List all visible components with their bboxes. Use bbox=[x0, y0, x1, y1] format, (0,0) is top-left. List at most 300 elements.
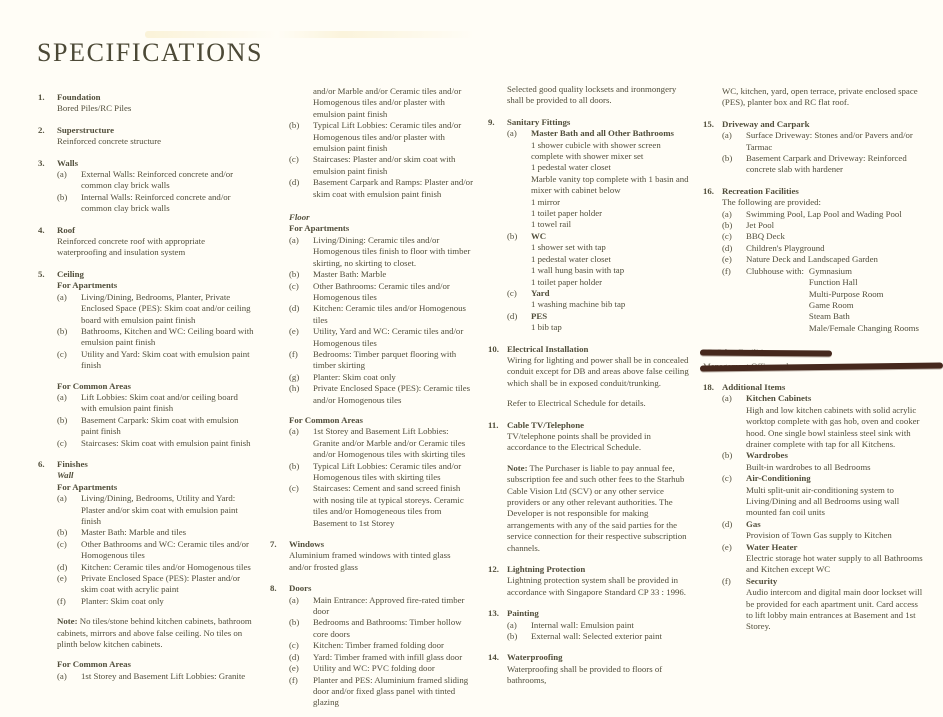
list-item-line: 1 wall hung basin with tap bbox=[531, 265, 625, 276]
list-item-text: Electric storage hot water supply to all Bathrooms and Kitchen except WC bbox=[746, 553, 923, 575]
list-item-label: (d) bbox=[722, 518, 733, 529]
clubhouse-list-item: Function Hall bbox=[808, 277, 858, 288]
list-item-text: Bathrooms, Kitchen and WC: Ceiling board with emulsion paint finish bbox=[81, 325, 254, 348]
list-item-text: Built-in wardrobes to all Bedrooms bbox=[746, 461, 871, 472]
list-item-label: (b) bbox=[289, 460, 300, 471]
section-line: Bored Piles/RC Piles bbox=[57, 103, 132, 114]
list-item bbox=[722, 243, 923, 254]
list-item-text: Audio intercom and digital main door lockset will be provided for each apartment unit. Card access to lift lobby main entrances at Basement and 1st Storey. bbox=[746, 587, 923, 632]
list-item-label: (b) bbox=[289, 269, 300, 280]
section-number: 10. bbox=[488, 343, 499, 354]
list-item-text: Typical Lift Lobbies: Ceramic tiles and/or Homogenous tiles with skirting tiles bbox=[313, 460, 462, 482]
list-item-label: (a) bbox=[507, 619, 517, 630]
section bbox=[270, 539, 474, 573]
list-item-label: (a) bbox=[507, 128, 517, 139]
list-item-text: Bedrooms: Timber parquet flooring with timber skirting bbox=[313, 348, 457, 371]
list-item-text: Other Bathrooms and WC: Ceramic tiles and/or Homogenous tiles bbox=[81, 538, 249, 561]
list-item bbox=[722, 519, 923, 542]
list-item bbox=[289, 235, 474, 269]
clubhouse-list-item: Multi-Purpose Room bbox=[808, 288, 884, 299]
list-item-line: 1 shower set with tap bbox=[531, 242, 606, 253]
list-item-text: Utility and Yard: Skim coat with emulsion paint finish bbox=[81, 348, 250, 371]
list-item bbox=[289, 383, 474, 406]
list-item-text: Living/Dining, Bedrooms, Utility and Yard: Plaster and/or skim coat with emulsion paint finish bbox=[81, 493, 238, 526]
list-item-label: (b) bbox=[57, 414, 68, 425]
list-item bbox=[507, 128, 690, 231]
list-item-text: Master Bath: Marble bbox=[313, 269, 387, 280]
list-item-body bbox=[531, 231, 690, 288]
list-item-text: Lift Lobbies: Skim coat and/or ceiling board with emulsion paint finish bbox=[81, 391, 238, 414]
section-number: 4. bbox=[38, 224, 45, 235]
list-item bbox=[57, 392, 254, 415]
list-item-text: High and low kitchen cabinets with solid acrylic worktop complete with gas hob, oven and cooker hood. One single bowl stainless steel sink with drainer complete with tap for all Kitchens. bbox=[746, 404, 920, 449]
struck-line bbox=[703, 347, 923, 358]
list-item bbox=[57, 527, 254, 538]
list-item-text: Multi split-unit air-conditioning system to Living/Dining and all Bedrooms using wall mounted fan coil units bbox=[746, 484, 900, 518]
section bbox=[38, 158, 254, 169]
list-item-text: Staircases: Cement and sand screed finish with nosing tile at typical storeys. Ceramic tiles and/or Homogeneous tiles from Basement to 1st Storey bbox=[313, 483, 464, 528]
list-item-title: Kitchen Cabinets bbox=[746, 393, 812, 404]
list-item bbox=[57, 438, 254, 449]
struck-line bbox=[703, 361, 923, 372]
list-item-line: 1 mirror bbox=[531, 196, 561, 207]
list-item bbox=[289, 120, 474, 154]
list-item-label: (b) bbox=[722, 450, 733, 461]
list-item bbox=[57, 539, 254, 562]
list-item-text: External wall: Selected exterior paint bbox=[531, 631, 662, 642]
note-paragraph: Note: The Purchaser is liable to pay annual fee, subscription fee and such other fees to the Starhub Cable Vision Ltd (SCV) or any other service providers or any other relevant authorities. The Developer is not responsible for making arrangements with any of the said parties for the service connection for their respective subscription channels. bbox=[507, 462, 687, 553]
list-item bbox=[57, 292, 254, 326]
list-item-text: Children's Playground bbox=[746, 242, 825, 253]
list-item-label: (d) bbox=[289, 177, 300, 188]
section-number: 9. bbox=[488, 116, 495, 127]
section-number: 7. bbox=[270, 539, 277, 550]
section-line: Lightning protection system shall be provided in accordance with Singapore Standard CP 33 : 1996. bbox=[507, 575, 686, 597]
list-item-text: Nature Deck and Landscaped Garden bbox=[746, 254, 878, 265]
list-item-label: (b) bbox=[289, 120, 300, 131]
list-item-body bbox=[746, 519, 923, 542]
list-item bbox=[507, 631, 690, 642]
list-item bbox=[289, 483, 474, 529]
list-item-label: (b) bbox=[57, 325, 68, 336]
section-body bbox=[57, 269, 254, 280]
list-item-line: 1 washing machine bib tap bbox=[531, 299, 626, 310]
note-label: Note: bbox=[57, 616, 78, 627]
list-item-text: Main Entrance: Approved fire-rated timber door bbox=[313, 594, 465, 617]
clubhouse-body bbox=[746, 266, 923, 334]
list-item bbox=[507, 311, 690, 334]
section-title: Superstructure bbox=[57, 124, 115, 135]
list-item-label: (c) bbox=[289, 483, 299, 494]
list-item-label: (d) bbox=[289, 651, 300, 662]
section bbox=[38, 125, 254, 148]
list-item-label: (f) bbox=[722, 265, 731, 276]
section-title: Finishes bbox=[57, 458, 88, 469]
list-item bbox=[289, 663, 474, 674]
list-item-text: Living/Dining, Bedrooms, Planter, Private Enclosed Space (PES): Skim coat and/or ceiling board with emulsion paint finish bbox=[81, 291, 251, 325]
list-item-text: Basement Carpark and Ramps: Plaster and/or skim coat with emulsion paint finish bbox=[313, 177, 474, 199]
section-number: 12. bbox=[488, 564, 499, 575]
list-item-label: (h) bbox=[289, 383, 300, 394]
list-item-text: Private Enclosed Space (PES): Plaster and/or skim coat with acrylic paint bbox=[81, 573, 241, 595]
list-item-text: Planter: Skim coat only bbox=[313, 371, 396, 382]
list-item-text: Jet Pool bbox=[746, 220, 775, 231]
list-item bbox=[722, 153, 923, 176]
paragraph: Refer to Electrical Schedule for details. bbox=[507, 398, 646, 409]
section-body bbox=[722, 186, 923, 209]
list-item bbox=[289, 461, 474, 484]
continuation-paragraph: WC, kitchen, yard, open terrace, private enclosed space (PES), planter box and RC flat roof. bbox=[722, 86, 918, 108]
list-item bbox=[57, 192, 254, 215]
list-item bbox=[722, 450, 923, 473]
list-item-text: Utility, Yard and WC: Ceramic tiles and/or Homogenous tiles bbox=[313, 326, 464, 348]
section bbox=[703, 119, 923, 130]
clubhouse-list-item: Steam Bath bbox=[808, 311, 850, 322]
section-number: 6. bbox=[38, 458, 45, 469]
section-body bbox=[507, 344, 690, 390]
note-label: Note: bbox=[507, 462, 528, 473]
list-item-title: Water Heater bbox=[746, 541, 798, 552]
list-item-label: (a) bbox=[57, 169, 67, 180]
list-item-text: External Walls: Reinforced concrete and/or common clay brick walls bbox=[81, 169, 234, 191]
list-item-label: (b) bbox=[507, 230, 518, 241]
list-item-text: Kitchen: Ceramic tiles and/or Homogenous tiles bbox=[313, 303, 466, 325]
clubhouse-list-item: Game Room bbox=[808, 299, 854, 310]
list-item-label: (a) bbox=[57, 670, 67, 681]
list-item-text: Provision of Town Gas supply to Kitchen bbox=[746, 530, 892, 541]
list-item-text: Internal wall: Emulsion paint bbox=[531, 619, 634, 630]
list-item-label: (f) bbox=[289, 674, 298, 685]
section bbox=[488, 608, 690, 619]
note-paragraph: Note: No tiles/stone behind kitchen cabinets, bathroom cabinets, mirrors and above false ceiling. No tiles on plinth below kitchen cabinets. bbox=[57, 616, 252, 650]
clubhouse-prefix: Clubhouse with: bbox=[746, 265, 804, 276]
list-item-label: (d) bbox=[507, 310, 518, 321]
list-item-line: 1 toilet paper holder bbox=[531, 208, 603, 219]
list-item bbox=[289, 326, 474, 349]
section bbox=[703, 382, 923, 393]
list-item-text: Other Bathrooms: Ceramic tiles and/or Homogenous tiles bbox=[313, 280, 450, 302]
section-title: Recreation Facilities bbox=[722, 185, 799, 196]
list-item-title: Gas bbox=[746, 518, 761, 529]
list-item-line: 1 towel rail bbox=[531, 219, 572, 230]
list-item-text: Yard: Timber framed with infill glass door bbox=[313, 651, 463, 662]
list-item bbox=[57, 169, 254, 192]
list-item bbox=[722, 130, 923, 153]
list-item-text: Staircases: Plaster and/or skim coat with emulsion paint finish bbox=[313, 154, 456, 176]
list-item bbox=[57, 493, 254, 527]
section-title: Waterproofing bbox=[507, 652, 563, 663]
list-item-label: (b) bbox=[57, 527, 68, 538]
list-item bbox=[57, 326, 254, 349]
list-item-body bbox=[531, 128, 690, 231]
list-item bbox=[507, 231, 690, 288]
list-item-text: Kitchen: Timber framed folding door bbox=[313, 640, 444, 651]
continuation-paragraph: and/or Marble and/or Ceramic tiles and/or Homogenous tiles and/or plaster with emulsion paint finish bbox=[313, 86, 462, 119]
list-item-label: (d) bbox=[57, 561, 68, 572]
list-item-label: (a) bbox=[57, 493, 67, 504]
list-item-text: Private Enclosed Space (PES): Ceramic tiles and/or Homogenous tiles bbox=[313, 383, 471, 405]
section-title: Sanitary Fittings bbox=[507, 116, 571, 127]
list-item-text: 1st Storey and Basement Lift Lobbies: Granite and/or Marble and/or Ceramic tiles and/or Homogenous tiles with skirting tiles bbox=[313, 426, 466, 460]
list-item-line: 1 pedestal water closet bbox=[531, 253, 611, 264]
list-item-label: (a) bbox=[722, 393, 732, 404]
list-item bbox=[289, 372, 474, 383]
list-item-text: Bedrooms and Bathrooms: Timber hollow core doors bbox=[313, 617, 462, 639]
section-body bbox=[507, 608, 690, 619]
list-item-label: (d) bbox=[722, 242, 733, 253]
clubhouse-list bbox=[809, 266, 923, 334]
list-item-title: Yard bbox=[531, 287, 550, 298]
section-body bbox=[722, 382, 923, 393]
list-item-body bbox=[746, 576, 923, 633]
list-item-label: (b) bbox=[722, 153, 733, 164]
section-number: 15. bbox=[703, 118, 714, 129]
section bbox=[488, 652, 690, 686]
list-item-label: (c) bbox=[289, 154, 299, 165]
list-item-title: Security bbox=[746, 575, 778, 586]
list-item-line: 1 pedestal water closet bbox=[531, 162, 611, 173]
subheading: For Apartments bbox=[57, 280, 118, 291]
section-title: Ceiling bbox=[57, 268, 84, 279]
list-item-title: Air-Conditioning bbox=[746, 473, 811, 484]
list-item-title: PES bbox=[531, 310, 548, 321]
list-item-label: (b) bbox=[289, 617, 300, 628]
list-item-label: (a) bbox=[289, 234, 299, 245]
list-item-label: (a) bbox=[289, 594, 299, 605]
continuation-paragraph: Selected good quality locksets and ironmongery shall be provided to all doors. bbox=[507, 84, 677, 106]
list-item-label: (b) bbox=[57, 191, 68, 202]
list-item-label: (c) bbox=[289, 640, 299, 651]
section-body bbox=[507, 652, 690, 686]
list-item-label: (c) bbox=[722, 473, 732, 484]
list-item-line: 1 bib tap bbox=[531, 322, 562, 333]
section-title: Walls bbox=[57, 157, 79, 168]
subheading: For Common Areas bbox=[57, 659, 131, 670]
list-item-body bbox=[531, 311, 690, 334]
list-item bbox=[289, 640, 474, 651]
list-item bbox=[722, 542, 923, 576]
list-item-text: Planter: Skim coat only bbox=[81, 595, 164, 606]
section-body bbox=[507, 564, 690, 598]
list-item bbox=[722, 473, 923, 519]
subheading-italic: Wall bbox=[57, 470, 74, 481]
section bbox=[38, 459, 254, 470]
section-title: Cable TV/Telephone bbox=[507, 419, 584, 430]
section-title: Roof bbox=[57, 224, 76, 235]
scan-smudge bbox=[145, 31, 475, 38]
section bbox=[488, 420, 690, 454]
list-item-label: (e) bbox=[57, 573, 67, 584]
list-item-text: Kitchen: Ceramic tiles and/or Homogenous tiles bbox=[81, 561, 251, 572]
list-item-label: (e) bbox=[289, 326, 299, 337]
section-title: Driveway and Carpark bbox=[722, 118, 810, 129]
section-number: 3. bbox=[38, 157, 45, 168]
section-line: The following are provided: bbox=[722, 197, 821, 208]
list-item-label: (e) bbox=[289, 663, 299, 674]
list-item-title: Master Bath and all Other Bathrooms bbox=[531, 128, 674, 139]
list-item bbox=[289, 595, 474, 618]
list-item bbox=[722, 209, 923, 220]
list-item-text: 1st Storey and Basement Lift Lobbies: Granite bbox=[81, 670, 246, 681]
section-title: Doors bbox=[289, 583, 312, 594]
section-body bbox=[57, 225, 254, 259]
section-number: 13. bbox=[488, 608, 499, 619]
strikethrough-bar bbox=[700, 350, 832, 357]
list-item-text: Typical Lift Lobbies: Ceramic tiles and/or Homogenous tiles and/or plaster with emulsion paint finish bbox=[313, 120, 462, 154]
section-body bbox=[289, 583, 474, 594]
section-body bbox=[57, 158, 254, 169]
section-line: Reinforced concrete structure bbox=[57, 136, 162, 147]
list-item-label: (b) bbox=[722, 220, 733, 231]
list-item-body bbox=[746, 393, 923, 450]
list-item-text: Utility and WC: PVC folding door bbox=[313, 663, 435, 674]
section bbox=[38, 225, 254, 259]
list-item-text: Planter and PES: Aluminium framed sliding door and/or fixed glass panel with tinted glazing bbox=[313, 674, 469, 708]
list-item-text: Master Bath: Marble and tiles bbox=[81, 527, 187, 538]
list-item-label: (d) bbox=[289, 303, 300, 314]
list-item bbox=[289, 349, 474, 372]
section-title: Additional Items bbox=[722, 381, 786, 392]
section-number: 14. bbox=[488, 652, 499, 663]
list-item-line: 1 toilet paper holder bbox=[531, 276, 603, 287]
list-item bbox=[289, 303, 474, 326]
subheading-italic: Floor bbox=[289, 212, 310, 223]
list-item bbox=[289, 675, 474, 709]
list-item-label: (c) bbox=[722, 231, 732, 242]
list-item-body bbox=[746, 473, 923, 519]
list-item-label: (a) bbox=[289, 426, 299, 437]
subheading: For Common Areas bbox=[289, 414, 363, 425]
subheading: For Common Areas bbox=[57, 380, 131, 391]
list-item-label: (a) bbox=[57, 291, 67, 302]
list-item-line: 1 shower cubicle with shower screen complete with shower mixer set bbox=[531, 139, 661, 162]
list-item bbox=[722, 254, 923, 265]
list-item-label: (a) bbox=[722, 130, 732, 141]
section-body bbox=[507, 117, 690, 128]
list-item bbox=[289, 652, 474, 663]
section-body bbox=[722, 119, 923, 130]
list-item-label: (c) bbox=[289, 280, 299, 291]
section bbox=[38, 92, 254, 115]
section-line: Aluminium framed windows with tinted glass and/or frosted glass bbox=[289, 550, 451, 572]
list-item bbox=[722, 393, 923, 450]
list-item-text: BBQ Deck bbox=[746, 231, 785, 242]
list-item-title: WC bbox=[531, 230, 547, 241]
section-number: 2. bbox=[38, 124, 45, 135]
list-item-label: (e) bbox=[722, 254, 732, 265]
section-number: 8. bbox=[270, 583, 277, 594]
section bbox=[488, 344, 690, 390]
list-item bbox=[57, 573, 254, 596]
section-line: Wiring for lighting and power shall be in concealed conduit except for DB and areas above false ceiling which shall be in exposed conduit/trunking. bbox=[507, 354, 689, 388]
list-item bbox=[289, 281, 474, 304]
column-4 bbox=[703, 86, 923, 633]
list-item-label: (b) bbox=[507, 631, 518, 642]
list-item bbox=[722, 231, 923, 242]
section-title: Foundation bbox=[57, 92, 101, 102]
clubhouse-item bbox=[722, 266, 923, 334]
list-item-text: Surface Driveway: Stones and/or Pavers and/or Tarmac bbox=[746, 130, 913, 152]
column-2 bbox=[270, 86, 474, 709]
list-item-label: (g) bbox=[289, 371, 300, 382]
list-item-label: (c) bbox=[57, 348, 67, 359]
section-body bbox=[57, 92, 254, 115]
list-item-body bbox=[746, 542, 923, 576]
list-item-body bbox=[531, 288, 690, 311]
list-item bbox=[507, 288, 690, 311]
column-3 bbox=[488, 84, 690, 687]
list-item bbox=[289, 154, 474, 177]
section bbox=[488, 564, 690, 598]
subheading: For Apartments bbox=[57, 481, 118, 492]
section-title: Lightning Protection bbox=[507, 564, 586, 575]
section-title: Electrical Installation bbox=[507, 343, 589, 354]
list-item-label: (a) bbox=[722, 208, 732, 219]
list-item-text: Staircases: Skim coat with emulsion paint finish bbox=[81, 437, 251, 448]
list-item-text: Basement Carpark and Driveway: Reinforced concrete slab with hardener bbox=[746, 153, 907, 175]
section-line: Reinforced concrete roof with appropriate waterproofing and insulation system bbox=[57, 236, 206, 258]
page-title: SPECIFICATIONS bbox=[37, 38, 264, 67]
list-item-label: (f) bbox=[289, 348, 298, 359]
list-item-label: (c) bbox=[57, 538, 67, 549]
section bbox=[270, 583, 474, 594]
list-item bbox=[57, 349, 254, 372]
section bbox=[703, 186, 923, 209]
list-item-text: Internal Walls: Reinforced concrete and/or common clay brick walls bbox=[81, 191, 231, 214]
section-body bbox=[57, 459, 254, 470]
list-item-text: Living/Dining: Ceramic tiles and/or Homogenous tiles finish to floor with timber skirting, no skirting to closet. bbox=[313, 234, 471, 268]
list-item-label: (c) bbox=[507, 287, 517, 298]
list-item bbox=[57, 562, 254, 573]
section-line: TV/telephone points shall be provided in accordance to the Electrical Schedule. bbox=[507, 430, 651, 453]
list-item-text: Basement Carpark: Skim coat with emulsion paint finish bbox=[81, 414, 239, 437]
section bbox=[488, 117, 690, 128]
list-item bbox=[722, 220, 923, 231]
list-item bbox=[289, 269, 474, 280]
list-item bbox=[57, 596, 254, 607]
list-item bbox=[57, 415, 254, 438]
list-item-body bbox=[746, 450, 923, 473]
list-item bbox=[289, 426, 474, 460]
list-item-label: (a) bbox=[57, 391, 67, 402]
section-number: 11. bbox=[488, 419, 499, 430]
list-item-text: Swimming Pool, Lap Pool and Wading Pool bbox=[746, 208, 902, 219]
clubhouse-list-item: Male/Female Changing Rooms bbox=[808, 322, 919, 333]
column-1 bbox=[38, 92, 254, 682]
section-number: 5. bbox=[38, 268, 45, 279]
list-item bbox=[507, 620, 690, 631]
list-item bbox=[57, 671, 254, 682]
section bbox=[38, 269, 254, 280]
list-item-line: Marble vanity top complete with 1 basin and mixer with cabinet below bbox=[531, 173, 689, 196]
section-number: 1. bbox=[38, 92, 45, 102]
list-item-label: (f) bbox=[722, 575, 731, 586]
section-title: Windows bbox=[289, 539, 325, 550]
list-item bbox=[722, 576, 923, 633]
list-item bbox=[289, 617, 474, 640]
clubhouse-list-item: Gymnasium bbox=[808, 265, 852, 276]
section-number: 18. bbox=[703, 381, 714, 392]
section-title: Painting bbox=[507, 608, 539, 619]
subheading: For Apartments bbox=[289, 223, 350, 234]
list-item-title: Wardrobes bbox=[746, 450, 788, 461]
list-item-label: (c) bbox=[57, 437, 67, 448]
section-line: Waterproofing shall be provided to floors of bathrooms, bbox=[507, 663, 663, 686]
section-number: 16. bbox=[703, 185, 714, 196]
list-item-label: (f) bbox=[57, 595, 66, 606]
section-body bbox=[57, 125, 254, 148]
list-item-label: (e) bbox=[722, 541, 732, 552]
